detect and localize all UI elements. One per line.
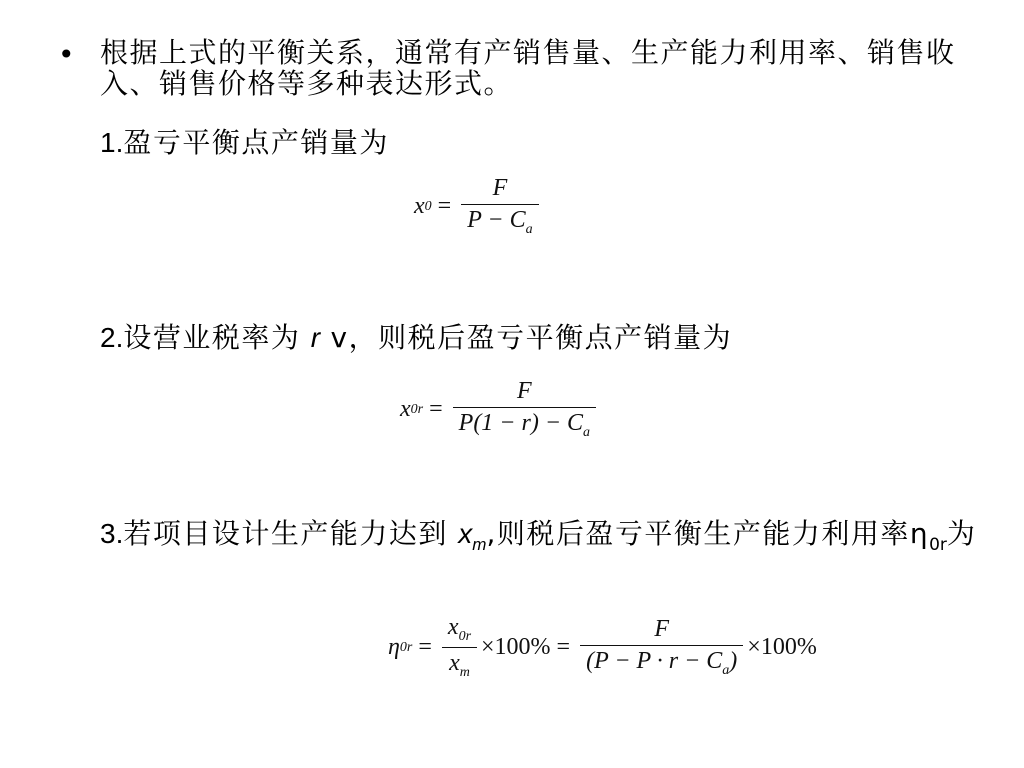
- formula-3-equals: =: [418, 634, 432, 660]
- item-2-number: 2.: [100, 322, 124, 353]
- formula-3-frac2-den-close: ): [729, 648, 738, 674]
- item-3-var-sub: m: [472, 535, 487, 554]
- bullet-dot-icon: •: [58, 38, 75, 71]
- formula-2-den-text: P(1 − r) − C: [458, 410, 584, 436]
- formula-2-lhs: x: [400, 396, 411, 422]
- item-2-var: r: [310, 322, 321, 353]
- formula-2-denominator: [453, 408, 596, 441]
- formula-3-lhs-sub: 0r: [399, 639, 413, 655]
- item-2-text-a: 设营业税率为: [123, 321, 311, 354]
- item-2: [100, 322, 980, 353]
- formula-capacity-utilization: [388, 614, 817, 681]
- formula-3-frac2-numerator: F: [654, 616, 670, 642]
- formula-1-lhs: x: [414, 193, 425, 219]
- formula-3-fraction-2: [580, 616, 743, 679]
- formula-3-frac2-den-text: (P − P · r − C: [586, 648, 723, 674]
- formula-1-fraction: [461, 175, 538, 238]
- formula-2-lhs-sub: 0r: [410, 401, 424, 417]
- item-3-text-a: 若项目设计生产能力达到: [123, 517, 459, 550]
- item-1: [100, 127, 980, 158]
- formula-breakeven-quantity: [414, 175, 543, 238]
- formula-3-frac2-den-sub: a: [722, 663, 730, 678]
- formula-3-frac1-num-sub: 0r: [458, 629, 472, 644]
- item-3-eta-sub: 0r: [929, 535, 947, 555]
- formula-1-denominator: [461, 205, 538, 238]
- item-3: [100, 518, 980, 561]
- formula-2-equals: =: [429, 396, 443, 422]
- item-3-text-b: ,则税后盈亏平衡生产能力利用率η: [486, 517, 930, 550]
- formula-1-den-sub: a: [525, 222, 533, 237]
- intro-paragraph: 根据上式的平衡关系，通常有产销售量、生产能力利用率、销售收入、销售价格等多种表达形式。: [100, 36, 956, 100]
- formula-3-times-1: ×100%: [481, 634, 551, 660]
- item-3-text-c: 为: [946, 517, 977, 550]
- item-1-number: 1.: [100, 127, 124, 158]
- formula-3-times-2: ×100%: [747, 634, 817, 660]
- formula-aftertax-breakeven-quantity: [400, 378, 600, 441]
- item-3-var: x: [458, 518, 473, 549]
- formula-3-equals-2: =: [556, 634, 571, 660]
- formula-1-equals: =: [437, 193, 452, 219]
- item-3-number: 3.: [100, 518, 124, 549]
- formula-2-numerator: F: [517, 378, 532, 404]
- formula-2-fraction: [453, 378, 596, 441]
- formula-3-frac1-den-sub: m: [459, 665, 470, 680]
- formula-3-frac1-den-text: x: [449, 650, 460, 676]
- formula-3-frac1-numerator: [442, 614, 477, 647]
- item-1-text: 盈亏平衡点产销量为: [123, 126, 389, 159]
- formula-1-numerator: F: [492, 175, 508, 201]
- formula-3-frac1-denominator: [443, 648, 476, 681]
- formula-3-fraction-1: [442, 614, 477, 681]
- formula-1-den-text: P − C: [467, 207, 526, 233]
- formula-3-frac2-denominator: [580, 646, 743, 679]
- formula-3-lhs: η: [388, 634, 400, 660]
- item-2-text-b: v，则税后盈亏平衡点产销量为: [320, 321, 733, 354]
- formula-2-den-sub: a: [583, 425, 591, 440]
- formula-3-frac1-num-text: x: [447, 614, 459, 640]
- formula-1-lhs-sub: 0: [424, 198, 432, 214]
